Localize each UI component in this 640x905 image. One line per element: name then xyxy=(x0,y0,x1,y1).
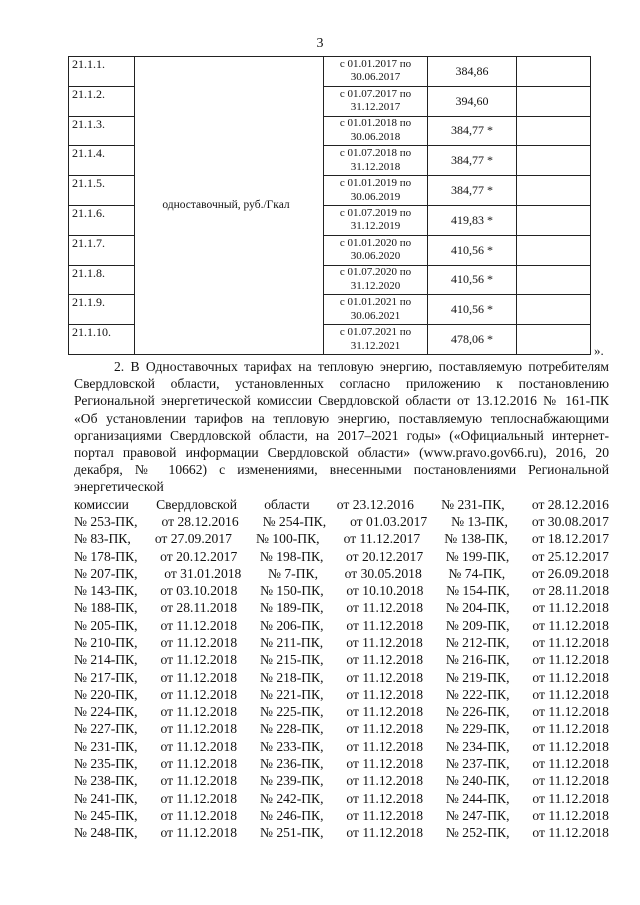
tariff-table xyxy=(68,56,591,355)
text-line xyxy=(74,599,609,616)
text-token: № 206-ПК, xyxy=(259,617,324,633)
text-token: № 199-ПК, xyxy=(445,548,510,564)
row-number: 21.1.3. xyxy=(69,116,135,146)
text-token: от 28.12.2016 xyxy=(531,496,609,512)
tariff-value: 384,77 * xyxy=(428,116,517,146)
text-token: № 198-ПК, xyxy=(259,548,324,564)
text-token: № 252-ПК, xyxy=(445,825,510,841)
empty-cell xyxy=(517,57,591,87)
text-token: № 154-ПК, xyxy=(446,583,510,599)
text-token: от 11.12.2018 xyxy=(160,825,238,841)
text-line xyxy=(74,530,609,547)
text-token: № 216-ПК, xyxy=(445,652,510,668)
text-token: № 222-ПК, xyxy=(445,686,510,702)
tariff-value: 394,60 xyxy=(428,86,517,116)
text-token: № 246-ПК, xyxy=(259,807,324,823)
text-token: от 11.12.2018 xyxy=(346,773,424,789)
text-token: от 11.12.2018 xyxy=(160,704,238,720)
text-token: № 253-ПК, xyxy=(74,513,138,529)
paragraph-2: 2. В Одноставочных тарифах на тепловую энергию, поставляемую потребителям Свердловской области, установленных согласно приложению к постановлению Региональной энергетической комиссии Свердловской области от 13.12.2016 № 161-ПК «Об установлении тарифов на тепловую энергию, поставляемую теплоснабжающими организациями Свердловской области, на 2017–2021 годы» («Официальный интернет-портал правовой информации Свердловской области» (www.pravo.gov66.ru), 2016, 20 декабря, № 10662) с изменениями, внесенными постановлениями Региональной энергетической xyxy=(74,359,609,495)
text-token: № 233-ПК, xyxy=(259,738,324,754)
text-token: № 240-ПК, xyxy=(445,773,510,789)
empty-cell xyxy=(517,295,591,325)
text-token: № 13-ПК, xyxy=(451,513,508,529)
empty-cell xyxy=(517,235,591,265)
text-token: от 11.12.2018 xyxy=(160,790,238,806)
text-token: № 227-ПК, xyxy=(74,721,138,737)
text-token: от 11.12.2018 xyxy=(532,807,609,823)
text-token: № 242-ПК, xyxy=(259,790,324,806)
text-token: от 11.12.2018 xyxy=(346,738,424,754)
text-token: от 11.12.2018 xyxy=(160,652,238,668)
text-token: от 11.12.2018 xyxy=(346,617,424,633)
text-token: от 28.11.2018 xyxy=(160,600,238,616)
text-token: № 234-ПК, xyxy=(445,738,510,754)
text-token: № 245-ПК, xyxy=(74,807,138,823)
text-token: от 03.10.2018 xyxy=(160,583,238,599)
row-number: 21.1.4. xyxy=(69,146,135,176)
tariff-value: 410,56 * xyxy=(428,295,517,325)
text-token: № 241-ПК, xyxy=(74,790,138,806)
text-token: от 11.12.2018 xyxy=(532,825,609,841)
text-token: от 11.12.2018 xyxy=(160,617,238,633)
text-token: № 189-ПК, xyxy=(259,600,324,616)
text-token: от 11.12.2018 xyxy=(532,617,609,633)
text-line xyxy=(74,617,609,634)
text-token: № 229-ПК, xyxy=(445,721,510,737)
tariff-value: 410,56 * xyxy=(428,235,517,265)
text-token: от 11.12.2018 xyxy=(532,721,609,737)
period-cell: с 01.07.2021 по 31.12.2021 xyxy=(324,325,428,355)
text-token: от 28.12.2016 xyxy=(161,513,239,529)
text-token: № 7-ПК, xyxy=(268,565,318,581)
text-token: № 207-ПК, xyxy=(74,565,138,581)
text-token: от 20.12.2017 xyxy=(345,548,424,564)
text-token: № 188-ПК, xyxy=(74,600,138,616)
text-token: № 178-ПК, xyxy=(74,548,138,564)
text-token: от 11.12.2018 xyxy=(346,600,424,616)
period-cell: с 01.01.2017 по 30.06.2017 xyxy=(324,57,428,87)
period-cell: с 01.07.2017 по 31.12.2017 xyxy=(324,86,428,116)
tariff-category: одноставочный, руб./Гкал xyxy=(135,57,324,355)
text-token: от 18.12.2017 xyxy=(531,531,609,547)
text-token: от 11.12.2018 xyxy=(160,738,238,754)
text-token: № 236-ПК, xyxy=(259,756,324,772)
text-token: № 205-ПК, xyxy=(74,617,138,633)
text-line xyxy=(74,548,609,565)
row-number: 21.1.5. xyxy=(69,176,135,206)
text-token: № 231-ПК, xyxy=(441,496,505,512)
tariff-value: 384,77 * xyxy=(428,146,517,176)
text-token: от 11.12.2018 xyxy=(346,652,424,668)
text-token: № 237-ПК, xyxy=(445,756,510,772)
text-token: № 204-ПК, xyxy=(445,600,510,616)
empty-cell xyxy=(517,265,591,295)
text-token: от 11.12.2018 xyxy=(160,807,238,823)
text-token: № 220-ПК, xyxy=(74,686,138,702)
text-token: № 215-ПК, xyxy=(259,652,324,668)
table-row xyxy=(69,57,591,87)
text-token: от 11.12.2018 xyxy=(160,635,238,650)
row-number: 21.1.2. xyxy=(69,86,135,116)
text-line xyxy=(74,669,609,686)
text-token: № 226-ПК, xyxy=(445,704,510,720)
text-token: № 239-ПК, xyxy=(259,773,324,789)
text-token: № 238-ПК, xyxy=(74,773,138,789)
text-token: от 11.12.2018 xyxy=(160,669,238,685)
tariff-value: 384,86 xyxy=(428,57,517,87)
text-line xyxy=(74,651,609,668)
text-token: № 143-ПК, xyxy=(74,583,138,599)
text-line xyxy=(74,496,609,513)
text-token: от 30.08.2017 xyxy=(531,513,609,529)
text-token: от 11.12.2018 xyxy=(532,756,609,772)
page-number: 3 xyxy=(316,36,324,51)
text-token: № 224-ПК, xyxy=(74,704,138,720)
text-token: № 221-ПК, xyxy=(259,686,324,702)
text-line xyxy=(74,790,609,807)
text-token: № 231-ПК, xyxy=(74,738,138,754)
text-line xyxy=(74,686,609,703)
text-token: от 11.12.2018 xyxy=(346,825,424,841)
text-token: от 11.12.2018 xyxy=(532,704,609,720)
text-token: № 219-ПК, xyxy=(445,669,510,685)
text-token: от 11.12.2018 xyxy=(346,686,424,702)
text-token: от 11.12.2018 xyxy=(346,635,423,650)
text-token: № 244-ПК, xyxy=(445,790,510,806)
text-token: № 247-ПК, xyxy=(445,807,510,823)
text-line xyxy=(74,634,609,651)
period-cell: с 01.07.2018 по 31.12.2018 xyxy=(324,146,428,176)
document-body xyxy=(74,358,609,842)
text-token: от 11.12.2018 xyxy=(160,756,238,772)
text-token: № 254-ПК, xyxy=(262,513,327,529)
text-token: № 100-ПК, xyxy=(255,531,320,547)
text-token: № 218-ПК, xyxy=(259,669,324,685)
empty-cell xyxy=(517,325,591,355)
empty-cell xyxy=(517,205,591,235)
period-cell: с 01.07.2019 по 31.12.2019 xyxy=(324,205,428,235)
period-cell: с 01.01.2020 по 30.06.2020 xyxy=(324,235,428,265)
text-token: от 11.12.2017 xyxy=(343,531,421,547)
text-token: от 11.12.2018 xyxy=(346,669,424,685)
text-token: от 30.05.2018 xyxy=(344,565,422,581)
period-cell: с 01.07.2020 по 31.12.2020 xyxy=(324,265,428,295)
row-number: 21.1.9. xyxy=(69,295,135,325)
empty-cell xyxy=(517,116,591,146)
text-token: № 83-ПК, xyxy=(74,531,131,547)
closing-quote: ». xyxy=(594,343,604,358)
text-token: от 11.12.2018 xyxy=(160,721,238,737)
text-token: № 225-ПК, xyxy=(259,704,324,720)
tariff-value: 478,06 * xyxy=(428,325,517,355)
text-token: № 212-ПК, xyxy=(445,635,510,650)
text-token: № 74-ПК, xyxy=(448,565,506,581)
text-token: от 25.12.2017 xyxy=(531,548,609,564)
tariff-value: 410,56 * xyxy=(428,265,517,295)
row-number: 21.1.1. xyxy=(69,57,135,87)
text-token: области xyxy=(264,496,310,512)
text-line xyxy=(74,772,609,789)
text-token: от 28.11.2018 xyxy=(532,583,609,599)
text-token: от 11.12.2018 xyxy=(346,721,424,737)
text-token: № 217-ПК, xyxy=(74,669,138,685)
text-token: от 11.12.2018 xyxy=(532,669,609,685)
text-token: № 214-ПК, xyxy=(74,652,138,668)
empty-cell xyxy=(517,146,591,176)
text-token: от 27.09.2017 xyxy=(154,531,232,547)
text-token: № 210-ПК, xyxy=(74,635,138,650)
text-token: от 11.12.2018 xyxy=(346,790,424,806)
text-token: от 11.12.2018 xyxy=(532,686,609,702)
text-token: Свердловской xyxy=(156,496,238,512)
text-token: комиссии xyxy=(74,496,129,512)
text-token: от 26.09.2018 xyxy=(531,565,609,581)
text-token: от 20.12.2017 xyxy=(160,548,238,564)
text-line xyxy=(74,755,609,772)
row-number: 21.1.10. xyxy=(69,325,135,355)
text-token: № 235-ПК, xyxy=(74,756,138,772)
text-token: от 11.12.2018 xyxy=(532,652,609,668)
text-token: от 11.12.2018 xyxy=(532,635,609,650)
text-token: от 11.12.2018 xyxy=(532,738,609,754)
text-token: от 11.12.2018 xyxy=(346,704,424,720)
text-line xyxy=(74,824,609,841)
text-token: № 209-ПК, xyxy=(445,617,510,633)
text-token: № 248-ПК, xyxy=(74,825,138,841)
tariff-value: 384,77 * xyxy=(428,176,517,206)
text-line xyxy=(74,513,609,530)
text-token: от 11.12.2018 xyxy=(346,756,424,772)
text-token: № 138-ПК, xyxy=(444,531,508,547)
text-line xyxy=(74,738,609,755)
text-line xyxy=(74,720,609,737)
text-token: № 251-ПК, xyxy=(259,825,324,841)
period-cell: с 01.01.2018 по 30.06.2018 xyxy=(324,116,428,146)
empty-cell xyxy=(517,86,591,116)
text-token: от 11.12.2018 xyxy=(160,686,238,702)
amendment-list xyxy=(74,496,609,842)
text-token: № 228-ПК, xyxy=(259,721,324,737)
period-cell: с 01.01.2019 по 30.06.2019 xyxy=(324,176,428,206)
text-token: от 23.12.2016 xyxy=(336,496,414,512)
text-token: от 11.12.2018 xyxy=(160,773,238,789)
row-number: 21.1.6. xyxy=(69,205,135,235)
text-token: от 11.12.2018 xyxy=(532,600,609,616)
row-number: 21.1.8. xyxy=(69,265,135,295)
text-token: от 11.12.2018 xyxy=(532,790,609,806)
tariff-value: 419,83 * xyxy=(428,205,517,235)
text-token: от 31.01.2018 xyxy=(164,565,242,581)
text-token: от 10.10.2018 xyxy=(346,583,424,599)
row-number: 21.1.7. xyxy=(69,235,135,265)
text-token: от 01.03.2017 xyxy=(350,513,428,529)
text-line xyxy=(74,565,609,582)
text-token: № 211-ПК, xyxy=(260,635,324,650)
text-line xyxy=(74,703,609,720)
period-cell: с 01.01.2021 по 30.06.2021 xyxy=(324,295,428,325)
text-line xyxy=(74,582,609,599)
text-token: от 11.12.2018 xyxy=(346,807,424,823)
text-token: № 150-ПК, xyxy=(260,583,324,599)
text-line xyxy=(74,807,609,824)
text-token: от 11.12.2018 xyxy=(532,773,609,789)
empty-cell xyxy=(517,176,591,206)
